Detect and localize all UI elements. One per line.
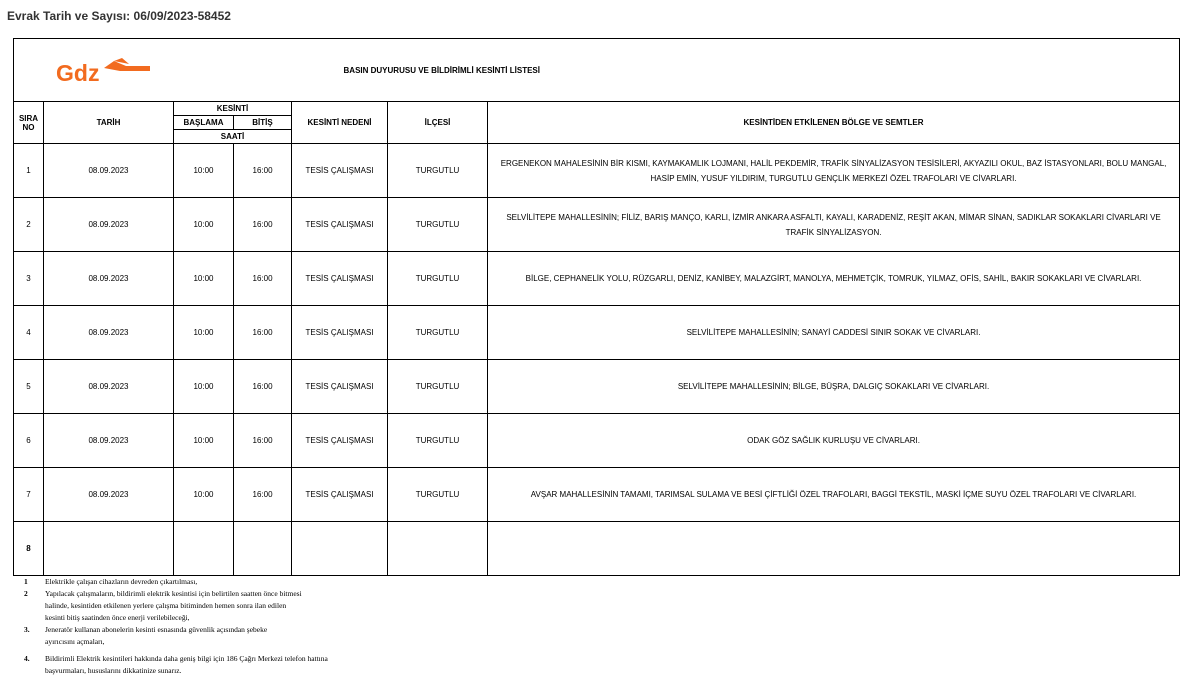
footnote-number: 4. <box>24 654 30 663</box>
cell-start: 10:00 <box>174 252 234 306</box>
footnote-text: Elektrikle çalışan cihazların devreden çıkartılması, <box>45 577 198 586</box>
cell-date: 08.09.2023 <box>44 360 174 414</box>
cell-reason: TESİS ÇALIŞMASI <box>292 468 388 522</box>
footnote-number: 3. <box>24 625 30 634</box>
cell-region: SELVİLİTEPE MAHALLESİNİN; BİLGE, BÜŞRA, DALGIÇ SOKAKLARI VE CİVARLARI. <box>488 360 1180 414</box>
header-bolge: KESİNTİDEN ETKİLENEN BÖLGE VE SEMTLER <box>488 102 1180 144</box>
cell-no: 1 <box>14 144 44 198</box>
cell-start: 10:00 <box>174 144 234 198</box>
footnote-3 <box>24 624 328 636</box>
header-saati: SAATİ <box>174 130 292 144</box>
cell-district: TURGUTLU <box>388 144 488 198</box>
cell-district: TURGUTLU <box>388 252 488 306</box>
table-row <box>14 468 1180 522</box>
cell-end: 16:00 <box>234 414 292 468</box>
cell-date: 08.09.2023 <box>44 198 174 252</box>
table-row <box>14 198 1180 252</box>
cell-start: 10:00 <box>174 414 234 468</box>
cell-reason: TESİS ÇALIŞMASI <box>292 414 388 468</box>
footnotes <box>24 576 328 677</box>
cell-region: SELVİLİTEPE MAHALLESİNİN; SANAYİ CADDESİ SINIR SOKAK VE CİVARLARI. <box>488 306 1180 360</box>
footnote-1 <box>24 576 328 588</box>
cell-start: 10:00 <box>174 198 234 252</box>
table-row <box>14 252 1180 306</box>
footnote-text: ayırıcısını açmaları, <box>45 637 105 646</box>
header-ilce: İLÇESİ <box>388 102 488 144</box>
cell-date: 08.09.2023 <box>44 414 174 468</box>
footnote-text: halinde, kesintiden etkilenen yerlere çalışma bitiminden hemen sonra ilan edilen <box>45 601 287 610</box>
footnote-text: Jeneratör kullanan abonelerin kesinti esnasında güvenlik açısından şebeke <box>45 625 268 634</box>
cell-region: SELVİLİTEPE MAHALLESİNİN; FİLİZ, BARIŞ MANÇO, KARLI, İZMİR ANKARA ASFALTI, KAYALI, KARADENİZ, REŞİT AKAN, MİMAR SİNAN, SADIKLAR SOKAKLARI CİVARLARI VE TRAFİK SİNYALİZASYON. <box>488 198 1180 252</box>
cell-reason: TESİS ÇALIŞMASI <box>292 198 388 252</box>
table-row <box>14 360 1180 414</box>
cell-region: BİLGE, CEPHANELİK YOLU, RÜZGARLI, DENİZ, KANİBEY, MALAZGİRT, MANOLYA, MEHMETÇİK, TOMRUK, YILMAZ, OFİS, SAHİL, BAKIR SOKAKLARI VE CİVARLARI. <box>488 252 1180 306</box>
cell-district: TURGUTLU <box>388 360 488 414</box>
header-baslama: BAŞLAMA <box>174 116 234 130</box>
cell-end <box>234 522 292 576</box>
cell-start: 10:00 <box>174 468 234 522</box>
cell-no: 2 <box>14 198 44 252</box>
cell-reason: TESİS ÇALIŞMASI <box>292 252 388 306</box>
footnote-text: başvurmaları, hususlarını dikkatinize sunarız. <box>45 666 182 675</box>
cell-no: 4 <box>14 306 44 360</box>
cell-end: 16:00 <box>234 468 292 522</box>
footnote-text: Bildirimli Elektrik kesintileri hakkında daha geniş bilgi için 186 Çağrı Merkezi telefon hattına <box>45 654 328 663</box>
cell-no: 8 <box>14 522 44 576</box>
cell-district: TURGUTLU <box>388 306 488 360</box>
cell-district: TURGUTLU <box>388 414 488 468</box>
cell-reason: TESİS ÇALIŞMASI <box>292 360 388 414</box>
cell-reason: TESİS ÇALIŞMASI <box>292 144 388 198</box>
outage-table <box>13 38 1180 576</box>
cell-reason: TESİS ÇALIŞMASI <box>292 306 388 360</box>
cell-no: 3 <box>14 252 44 306</box>
cell-reason <box>292 522 388 576</box>
cell-start <box>174 522 234 576</box>
cell-region <box>488 522 1180 576</box>
footnote-2 <box>24 588 328 600</box>
footnote-4 <box>24 653 328 665</box>
cell-end: 16:00 <box>234 252 292 306</box>
table-row <box>14 306 1180 360</box>
cell-date: 08.09.2023 <box>44 306 174 360</box>
cell-end: 16:00 <box>234 360 292 414</box>
header-kesinti: KESİNTİ <box>174 102 292 116</box>
logo-cell <box>14 39 234 102</box>
document-reference: Evrak Tarih ve Sayısı: 06/09/2023-58452 <box>7 9 231 23</box>
table-row <box>14 144 1180 198</box>
cell-district <box>388 522 488 576</box>
cell-region: AVŞAR MAHALLESİNİN TAMAMI, TARIMSAL SULAMA VE BESİ ÇİFTLİĞİ ÖZEL TRAFOLARI, BAGGİ TEKSTİL, MASKİ İÇME SUYU ÖZEL TRAFOLARI VE CİVARLARI. <box>488 468 1180 522</box>
header-sira: SIRA NO <box>14 102 44 144</box>
cell-date <box>44 522 174 576</box>
header-tarih: TARİH <box>44 102 174 144</box>
gdz-logo <box>54 55 170 85</box>
page-title: BASIN DUYURUSU VE BİLDİRİMLİ KESİNTİ LİSTESİ <box>234 39 1180 102</box>
cell-region: ODAK GÖZ SAĞLIK KURLUŞU VE CİVARLARI. <box>488 414 1180 468</box>
footnote-number: 2 <box>24 589 28 598</box>
cell-end: 16:00 <box>234 144 292 198</box>
cell-end: 16:00 <box>234 306 292 360</box>
cell-end: 16:00 <box>234 198 292 252</box>
footnote-number: 1 <box>24 577 28 586</box>
cell-district: TURGUTLU <box>388 198 488 252</box>
cell-start: 10:00 <box>174 306 234 360</box>
header-neden: KESİNTİ NEDENİ <box>292 102 388 144</box>
svg-text:Gdz: Gdz <box>56 60 100 85</box>
cell-start: 10:00 <box>174 360 234 414</box>
cell-date: 08.09.2023 <box>44 252 174 306</box>
header-bitis: BİTİŞ <box>234 116 292 130</box>
cell-date: 08.09.2023 <box>44 468 174 522</box>
cell-region: ERGENEKON MAHALESİNİN BİR KISMI, KAYMAKAMLIK LOJMANI, HALİL PEKDEMİR, TRAFİK SİNYALİZASYON TESİSİLERİ, AKYAZILI OKUL, BAZ İSTASYONLARI, BOLU MANGAL, HASİP EMİN, YUSUF YILDIRIM, TURGUTLU GENÇLİK MERKEZİ ÖZEL TRAFOLARI VE CİVARLARI. <box>488 144 1180 198</box>
cell-no: 5 <box>14 360 44 414</box>
footnote-text: kesinti bitiş saatinden önce enerji verilebileceği, <box>45 613 190 622</box>
cell-no: 6 <box>14 414 44 468</box>
cell-date: 08.09.2023 <box>44 144 174 198</box>
cell-no: 7 <box>14 468 44 522</box>
table-row <box>14 522 1180 576</box>
footnote-text: Yapılacak çalışmaların, bildirimli elektrik kesintisi için belirtilen saatten önce bitmesi <box>45 589 302 598</box>
cell-district: TURGUTLU <box>388 468 488 522</box>
table-row <box>14 414 1180 468</box>
